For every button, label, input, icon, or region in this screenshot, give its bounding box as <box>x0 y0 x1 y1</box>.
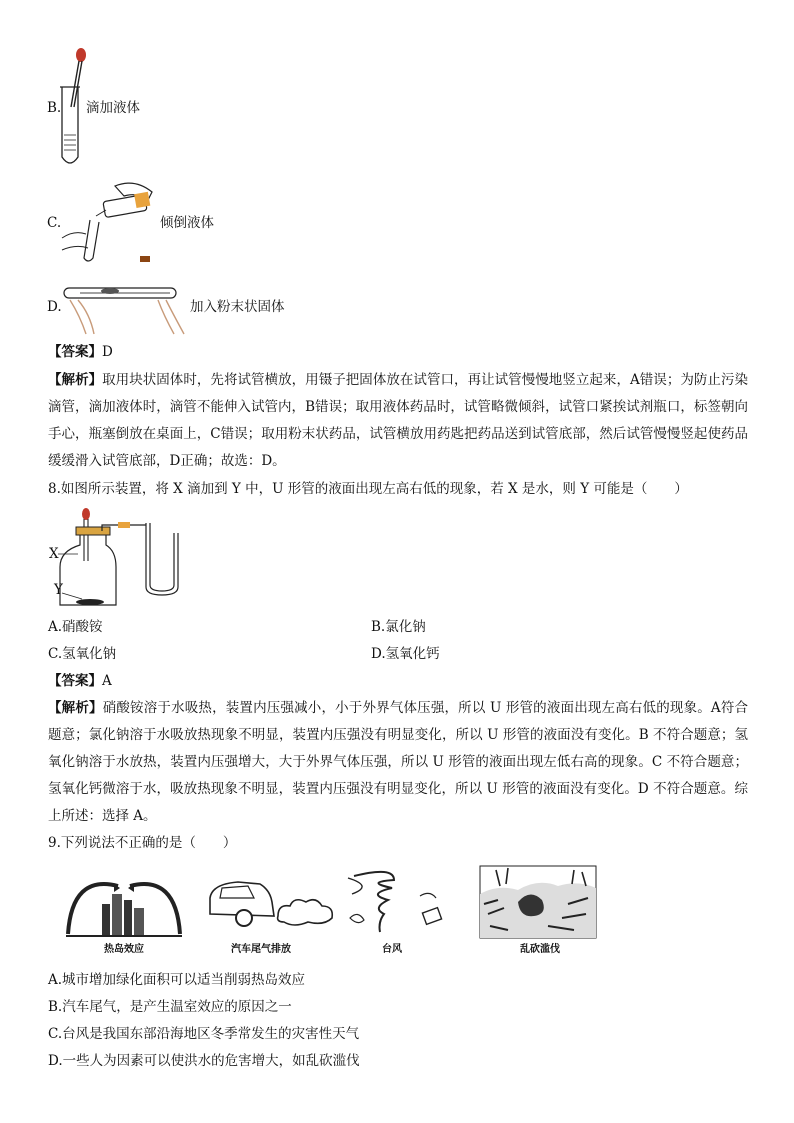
q9-option-d: D.一些人为因素可以使洪水的危害增大，如乱砍滥伐 <box>48 1053 360 1069</box>
caption-deforestation: 乱砍滥伐 <box>520 944 560 955</box>
pouring-liquid-illustration <box>60 178 170 268</box>
q8-answer <box>48 671 112 691</box>
q9-stem: 9.下列说法不正确的是（ ） <box>48 835 237 851</box>
answer-tag: 【答案】 <box>48 344 102 360</box>
analysis-tag: 【解析】 <box>48 372 103 388</box>
q9-option-b: B.汽车尾气，是产生温室效应的原因之一 <box>48 999 292 1015</box>
q9-option-a: A.城市增加绿化面积可以适当削弱热岛效应 <box>48 972 306 988</box>
deforestation-illustration <box>478 864 598 940</box>
option-c-letter: C. <box>47 215 62 231</box>
q8-analysis <box>48 695 748 830</box>
analysis-text: 硝酸铵溶于水吸热，装置内压强减小，小于外界气体压强，所以 U 形管的液面出现左高右低的现象。A符合题意；氯化钠溶于水吸放热现象不明显，装置内压强没有明显变化，所以 U 形管的液面没有变化。B 不符合题意；氢氧化钠溶于水放热，装置内压强增大，大于外界气体压强，所以 U 形管的液面出现左低右高的现象。C 不符合题意；氢氧化钙微溶于水，吸放热现象不明显，装置内压强没有明显变化，所以 U 形管的液面没有变化。D 不符合题意。综上所述：选择 A。 <box>48 700 749 824</box>
answer-tag: 【答案】 <box>48 673 102 689</box>
figure-label-x: X <box>49 546 59 562</box>
option-c-label: 倾倒液体 <box>160 215 214 231</box>
option-d-letter: D. <box>47 299 62 315</box>
q8-stem: 8.如图所示装置，将 X 滴加到 Y 中，U 形管的液面出现左高右低的现象，若 X 是水，则 Y 可能是（ ） <box>48 481 688 497</box>
heat-island-illustration <box>62 864 186 944</box>
answer-value: D <box>102 344 113 360</box>
caption-typhoon: 台风 <box>382 944 402 955</box>
q8-option-c: C.氢氧化钠 <box>48 646 117 662</box>
option-b-letter: B. <box>47 100 62 116</box>
figure-label-y: Y <box>54 582 63 598</box>
option-b-label: 滴加液体 <box>86 100 140 116</box>
analysis-text: 取用块状固体时，先将试管横放，用镊子把固体放在试管口，再让试管慢慢地竖立起来，A错误；为防止污染滴管，滴加液体时，滴管不能伸入试管内，B错误；取用液体药品时，试管略微倾斜，试管口紧挨试剂瓶口，标签朝向手心，瓶塞倒放在桌面上，C错误；取用粉末状药品，试管横放用药匙把药品送到试管底部，然后试管慢慢竖起使药品缓缓滑入试管底部，D正确；故选：D。 <box>48 372 749 469</box>
u-tube-apparatus-illustration <box>48 505 188 615</box>
adding-powder-illustration <box>60 276 190 336</box>
q7-answer <box>48 342 113 362</box>
option-d-label: 加入粉末状固体 <box>190 299 285 315</box>
car-exhaust-illustration <box>208 876 338 936</box>
analysis-tag: 【解析】 <box>48 700 103 716</box>
q8-option-d: D.氢氧化钙 <box>371 646 440 662</box>
caption-heat-island: 热岛效应 <box>104 944 144 955</box>
q8-option-b: B.氯化钠 <box>371 619 426 635</box>
q9-option-c: C.台风是我国东部沿海地区冬季常发生的灾害性天气 <box>48 1026 360 1042</box>
q7-analysis <box>48 367 748 475</box>
caption-car-exhaust: 汽车尾气排放 <box>231 944 291 955</box>
q8-option-a: A.硝酸铵 <box>48 619 103 635</box>
answer-value: A <box>102 673 112 689</box>
typhoon-illustration <box>344 866 464 942</box>
